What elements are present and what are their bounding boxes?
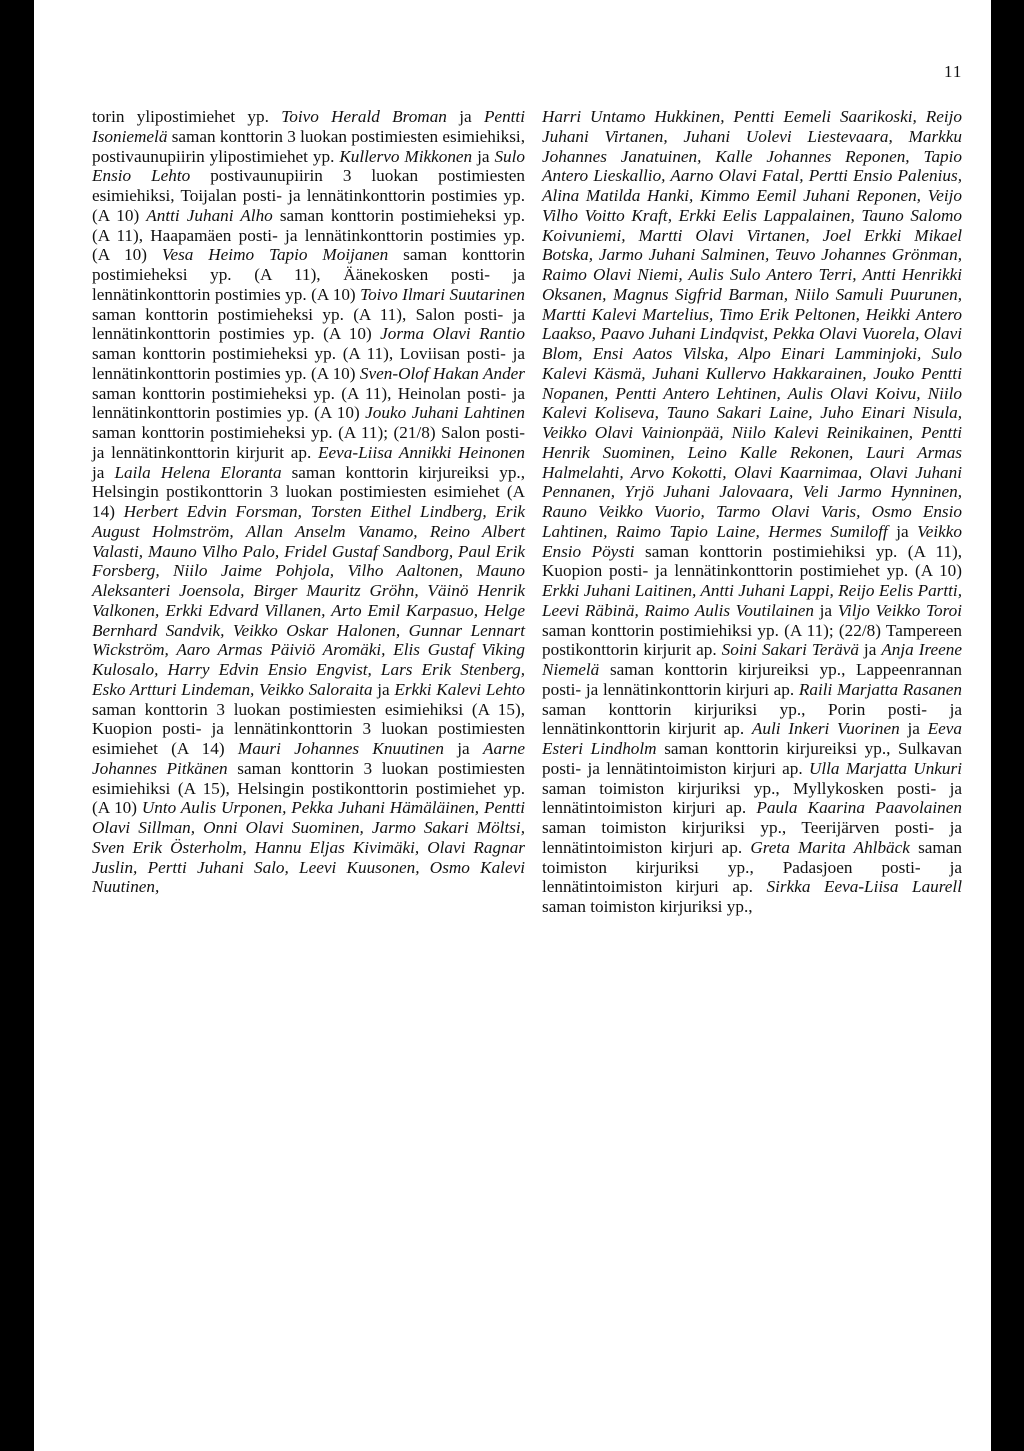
- text-run-italic: Harri Untamo Hukkinen, Pentti Eemeli Saarikoski, Reijo Juhani Virtanen, Juhani Uolevi Liestevaara, Markku Johannes Janatuinen, Kalle Johannes Reponen, Tapio Antero Lieskallio, Aarno Olavi Fatal, Pertti Ensio Palenius, Alina Matilda Hanki, Kimmo Eemil Juhani Reponen, Veijo Vilho Voitto Kraft, Erkki Eelis Lappalainen, Tauno Salomo Koivuniemi, Martti Olavi Virtanen, Joel Erkki Mikael Botska, Jarmo Juhani Salminen, Teuvo Johannes Grönman, Raimo Olavi Niemi, Aulis Sulo Antero Terri, Antti Henrikki Oksanen, Magnus Sigfrid Barman, Niilo Samuli Puurunen, Martti Kalevi Martelius, Timo Erik Peltonen, Heikki Antero Laakso, Paavo Juhani Lindqvist, Pekka Olavi Vuorela, Olavi Blom, Ensi Aatos Vilska, Alpo Einari Lamminjoki, Sulo Kalevi Käsmä, Juhani Kullervo Hakkarainen, Jouko Pentti Nopanen, Pentti Antero Lehtinen, Aulis Olavi Koivu, Niilo Kalevi Koliseva, Tauno Sakari Laine, Juho Einari Nisula, Veikko Olavi Vainionpää, Niilo Kalevi Reinikainen, Pentti Henrik Suominen, Leino Kalle Rekonen, Lauri Armas Halmelahti, Arvo Kokotti, Olavi Kaarnimaa, Olavi Juhani Pennanen, Yrjö Juhani Jalovaara, Veli Jarmo Hynninen, Rauno Veikko Vuorio, Tarmo Olavi Varis, Osmo Ensio Lahtinen, Raimo Tapio Laine, Hermes Sumiloff: [542, 107, 962, 541]
- text-run-italic: Toivo Herald Broman: [281, 107, 447, 126]
- text-run-italic: Laila Helena Eloranta: [114, 462, 282, 482]
- text-run-italic: Mauri Johannes Knuutinen: [237, 739, 444, 758]
- text-run: saman konttorin postimiehiksi yp. (A 11), Kuopion posti- ja lennätinkonttorin postimiehet yp. (A 10): [542, 541, 962, 581]
- text-run-italic: Paula Kaarina Paavolainen: [756, 798, 962, 818]
- scan-border-left: [0, 0, 34, 1451]
- text-run: ja: [899, 719, 928, 739]
- text-run: postivaunupiirin 3 luokan postimiesten esimiehiksi, Toijalan posti- ja lennätinkonttorin postimies yp. (A 10): [92, 166, 525, 225]
- text-column-right: [542, 107, 962, 917]
- text-run-italic: Eeva-Liisa Annikki Heinonen: [318, 442, 525, 462]
- text-run-italic: Jorma Olavi Rantio: [380, 324, 525, 344]
- text-run-italic: Soini Sakari Terävä: [721, 640, 859, 660]
- text-run-italic: Kullervo Mikkonen: [339, 146, 473, 166]
- text-run: saman konttorin 3 luokan postimiesten esimiehiksi (A 15), Helsingin postikonttorin postimiehet yp. (A 10): [92, 758, 525, 818]
- text-run-italic: Greta Marita Ahlbäck: [750, 837, 910, 857]
- text-run: saman konttorin postimieheksi yp. (A 11), Haapamäen posti- ja lennätinkonttorin postimies yp. (A 10): [92, 205, 525, 265]
- text-run-italic: Unto Aulis Urponen, Pekka Juhani Hämäläinen, Pentti Olavi Sillman, Onni Olavi Suominen, Jarmo Sakari Möltsi, Sven Erik Österholm, Hannu Eljas Kivimäki, Olavi Ragnar Juslin, Pertti Juhani Salo, Leevi Kuusonen, Osmo Kalevi Nuutinen,: [92, 798, 525, 897]
- text-run: saman konttorin kirjureiksi yp., Helsingin postikonttorin 3 luokan postimiesten esimiehet (A 14): [92, 462, 526, 521]
- text-run-italic: Toivo Ilmari Suutarinen: [360, 284, 525, 304]
- text-run-italic: Eeva Esteri Lindholm: [542, 719, 963, 758]
- text-run: saman konttorin 3 luokan postimiesten esimiehiksi, postivaunupiirin ylipostimiehet yp.: [92, 126, 525, 166]
- text-run: ja: [813, 600, 838, 620]
- text-run: saman toimiston kirjuriksi yp.,: [542, 897, 753, 916]
- text-run-italic: Sulo Ensio Lehto: [92, 146, 525, 186]
- text-run-italic: Ulla Marjatta Unkuri: [808, 758, 962, 778]
- text-run-italic: Herbert Edvin Forsman, Torsten Eithel Lindberg, Erik August Holmström, Allan Anselm Vanamo, Reino Albert Valasti, Mauno Vilho Palo, Fridel Gustaf Sandborg, Paul Erik Forsberg, Niilo Jaime Pohjola, Vilho Aaltonen, Mauno Aleksanteri Joensola, Birger Mauritz Gröhn, Väinö Henrik Valkonen, Erkki Edvard Villanen, Arto Emil Karpasuo, Helge Bernhard Sandvik, Veikko Oskar Halonen, Gunnar Lennart Wickström, Aaro Armas Päiviö Aromäki, Elis Gustaf Viking Kulosalo, Harry Edvin Ensio Engvist, Lars Erik Stenberg, Esko Artturi Lindeman, Veikko Saloraita: [92, 502, 525, 699]
- text-run-italic: Erkki Kalevi Lehto: [394, 679, 525, 699]
- text-run: saman konttorin postimieheksi yp. (A 11), Heinolan posti- ja lennätinkonttorin postimies yp. (A 10): [92, 383, 525, 423]
- text-run: ja: [446, 107, 484, 126]
- text-run: saman toimiston kirjuriksi yp., Myllykosken posti- ja lennätintoimiston kirjuri ap.: [542, 778, 962, 818]
- text-run: saman konttorin postimieheksi yp. (A 11), Äänekosken posti- ja lennätinkonttorin postimies yp. (A 10): [92, 245, 525, 304]
- text-run-italic: Vesa Heimo Tapio Moijanen: [161, 245, 389, 265]
- text-run-italic: Sirkka Eeva-Liisa Laurell: [766, 877, 962, 897]
- text-run-italic: Anja Ireene Niemelä: [542, 640, 963, 679]
- text-run: torin ylipostimiehet yp.: [92, 107, 282, 126]
- text-run: saman konttorin kirjureiksi yp., Lappeenrannan posti- ja lennätinkonttorin kirjuri ap.: [542, 660, 962, 699]
- text-run-italic: Aarne Johannes Pitkänen: [92, 739, 526, 778]
- text-run: saman konttorin kirjureiksi yp., Sulkavan posti- ja lennätintoimiston kirjuri ap.: [542, 739, 962, 778]
- text-run-italic: Veikko Ensio Pöysti: [542, 521, 962, 561]
- text-run-italic: Viljo Veikko Toroi: [837, 600, 962, 620]
- text-run: saman konttorin kirjuriksi yp., Porin posti- ja lennätinkonttorin kirjurit ap.: [542, 699, 962, 739]
- text-run: ja: [858, 640, 882, 660]
- text-run: saman toimiston kirjuriksi yp., Teerijärven posti- ja lennätintoimiston kirjuri ap.: [542, 818, 962, 857]
- text-run-italic: Sven-Olof Hakan Ander: [359, 363, 525, 383]
- text-run: ja: [443, 739, 483, 758]
- text-run-italic: Erkki Juhani Laitinen, Antti Juhani Lappi, Reijo Eelis Partti, Leevi Räbinä, Raimo Aulis Voutilainen: [542, 581, 962, 620]
- text-run: saman konttorin postimieheksi yp. (A 11); (21/8) Salon posti- ja lennätinkonttorin kirjurit ap.: [92, 423, 525, 462]
- text-run-italic: Antti Juhani Alho: [146, 205, 273, 225]
- scan-border-right: [991, 0, 1024, 1451]
- text-run: ja: [887, 521, 918, 541]
- text-run-italic: Jouko Juhani Lahtinen: [365, 403, 525, 423]
- text-run-italic: Pentti Isoniemelä: [92, 107, 525, 146]
- text-run: saman konttorin postimiehiksi yp. (A 11); (22/8) Tampereen postikonttorin kirjurit ap.: [542, 620, 962, 660]
- page-number: 11: [944, 62, 963, 81]
- text-run-italic: Auli Inkeri Vuorinen: [751, 719, 900, 739]
- text-run: ja: [92, 462, 115, 482]
- text-run-italic: Raili Marjatta Rasanen: [798, 679, 962, 699]
- text-run: saman toimiston kirjuriksi yp., Padasjoen posti- ja lennätintoimiston kirjuri ap.: [542, 837, 962, 897]
- text-run: saman konttorin 3 luokan postimiesten esimiehiksi (A 15), Kuopion posti- ja lennätinkonttorin 3 luokan postimiesten esimiehet (A 14): [92, 699, 525, 758]
- text-run: saman konttorin postimieheksi yp. (A 11), Loviisan posti- ja lennätinkonttorin postimies yp. (A 10): [92, 344, 525, 383]
- text-column-left: [92, 107, 525, 897]
- text-run: ja: [472, 146, 495, 166]
- text-run: saman konttorin postimieheksi yp. (A 11), Salon posti- ja lennätinkonttorin postimies yp. (A 10): [92, 304, 525, 344]
- text-run: ja: [372, 679, 395, 699]
